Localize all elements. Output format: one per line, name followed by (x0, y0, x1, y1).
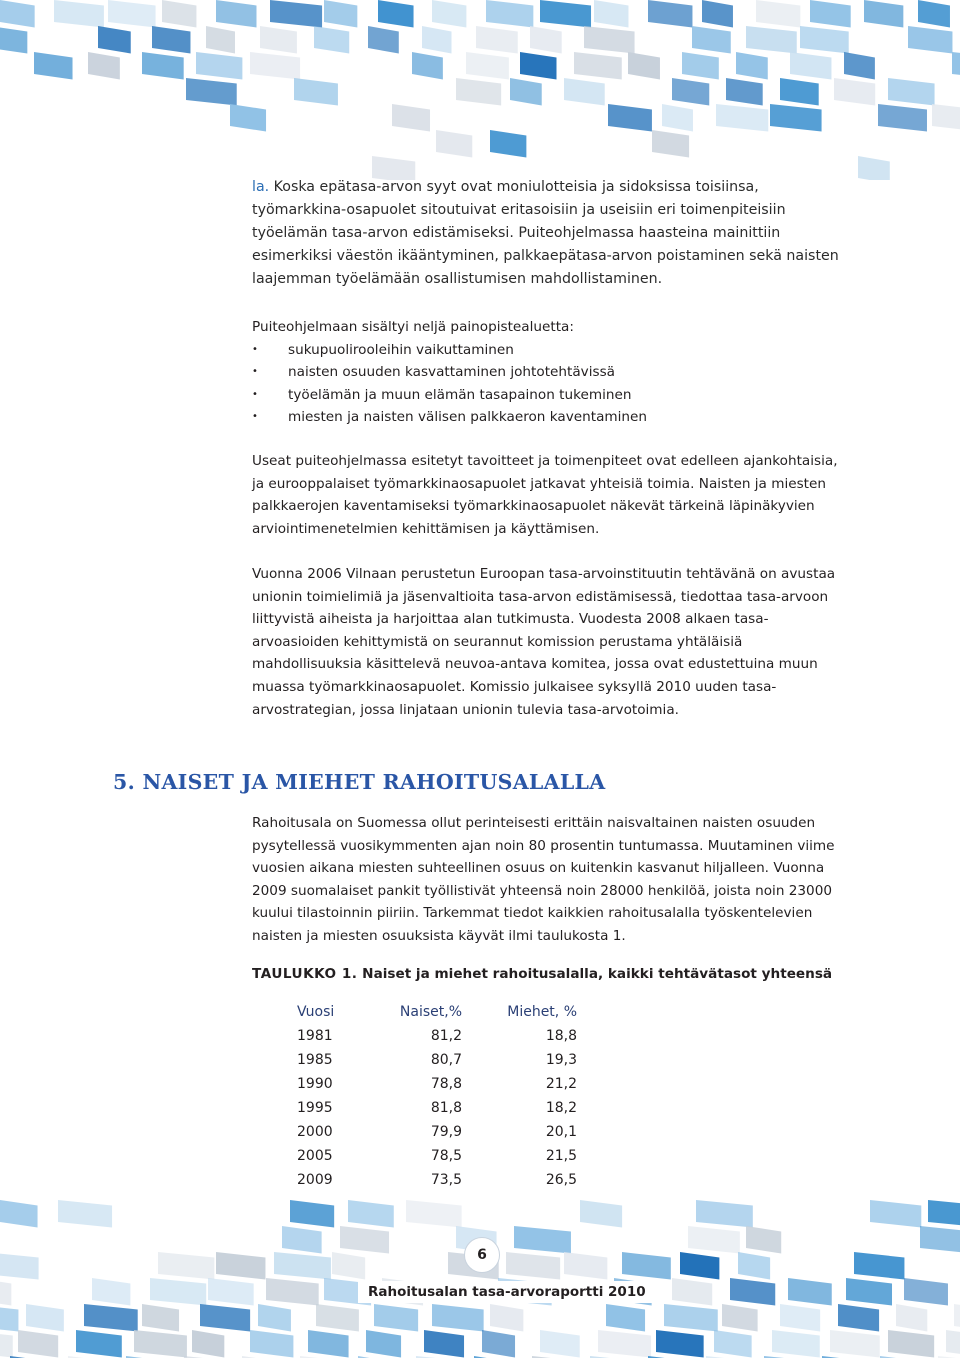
mosaic-tile (540, 0, 591, 28)
mosaic-tile (746, 1226, 781, 1254)
mosaic-tile (564, 1252, 607, 1280)
mosaic-tile (186, 78, 237, 106)
mosaic-tile (714, 1330, 752, 1358)
focus-list (252, 339, 842, 429)
mosaic-tile (76, 1330, 122, 1358)
mosaic-tile (374, 1304, 418, 1332)
mosaic-tile (406, 1200, 462, 1228)
mosaic-tile (506, 1252, 560, 1280)
mosaic-tile (490, 130, 526, 158)
cell-women: 73,5 (430, 1172, 462, 1188)
mosaic-tile (918, 0, 950, 28)
mosaic-tile (510, 78, 542, 106)
mosaic-tile (726, 78, 763, 106)
goals-paragraph: Useat puiteohjelmassa esitetyt tavoitteet ja toimenpiteet ovat edelleen ajankohtaisia, ja eurooppalaiset työmarkkinaosapuolet jatkavat yhteisiä toimia. Naisten ja miesten palkkaerojen kaventamiseksi työmarkkinaosapuolet näkevät tärkeinä läpinäkyvien arviointimenetelmien kehittämisen ja käyttämisen. (252, 453, 838, 537)
mosaic-tile (308, 1330, 349, 1358)
cell-year: 1985 (297, 1052, 333, 1068)
mosaic-tile (838, 1304, 879, 1332)
mosaic-tile (412, 52, 443, 80)
mosaic-tile (722, 1304, 758, 1332)
list-item: • sukupuolirooleihin vaikuttaminen (252, 339, 842, 362)
mosaic-tile (466, 52, 509, 80)
mosaic-tile (58, 1200, 112, 1228)
mosaic-tile (648, 0, 692, 28)
list-item: • työelämän ja muun elämän tasapainon tukeminen (252, 384, 842, 407)
mosaic-tile (952, 52, 960, 80)
focus-intro: Puiteohjelmaan sisältyi neljä painopistealuetta: (252, 319, 574, 335)
mosaic-tile (608, 104, 652, 132)
mosaic-tile (378, 0, 414, 28)
mosaic-tile (162, 0, 196, 28)
mosaic-tile (756, 0, 800, 28)
mosaic-tile (392, 104, 430, 132)
mosaic-tile (314, 26, 349, 54)
intro-lead: la. (252, 179, 270, 195)
mosaic-tile (290, 1200, 334, 1228)
mosaic-tile (340, 1226, 389, 1254)
mosaic-tile (134, 1330, 187, 1358)
table-row (287, 1048, 587, 1072)
table-caption-text: Naiset ja miehet rahoitusalalla, kaikki tehtävätasot yhteensä (357, 966, 833, 982)
cell-men: 20,1 (545, 1124, 577, 1140)
mosaic-tile (208, 1278, 254, 1306)
mosaic-tile (158, 1252, 214, 1280)
mosaic-tile (954, 1304, 960, 1332)
mosaic-tile (864, 0, 903, 28)
list-item: • naisten osuuden kasvattaminen johtotehtävissä (252, 361, 842, 384)
mosaic-tile (108, 0, 156, 28)
mosaic-tile (432, 1304, 484, 1332)
mosaic-tile (476, 26, 518, 54)
column-header-women: Naiset,% (399, 1004, 462, 1020)
table-row (287, 1144, 587, 1168)
cell-men: 18,2 (545, 1100, 577, 1116)
mosaic-tile (142, 1304, 179, 1332)
cell-year: 2000 (297, 1124, 333, 1140)
mosaic-tile (368, 26, 399, 54)
mosaic-tile (348, 1200, 394, 1228)
mosaic-tile (152, 26, 190, 54)
page-number: 6 (464, 1237, 500, 1273)
cell-women: 79,9 (430, 1124, 462, 1140)
mosaic-tile (772, 1330, 820, 1358)
mosaic-tile (696, 1200, 753, 1228)
mosaic-tile (564, 78, 605, 106)
mosaic-tile (88, 52, 120, 80)
table-caption (252, 966, 832, 982)
mosaic-tile (878, 104, 927, 132)
mosaic-tile (530, 26, 562, 54)
mosaic-bottom-graphic (0, 1200, 960, 1358)
table-row (287, 1072, 587, 1096)
cell-women: 81,8 (430, 1100, 462, 1116)
section-title: 5. NAISET JA MIEHET RAHOITUSALALLA (113, 770, 606, 794)
cell-women: 78,8 (430, 1076, 462, 1092)
mosaic-tile (324, 0, 357, 28)
cell-women: 80,7 (430, 1052, 462, 1068)
mosaic-tile (142, 52, 184, 80)
table-row (287, 1024, 587, 1048)
mosaic-tile (424, 1330, 464, 1358)
mosaic-tile (34, 52, 73, 80)
mosaic-tile (216, 0, 256, 28)
mosaic-tile (846, 1278, 892, 1306)
mosaic-tile (928, 1200, 960, 1228)
mosaic-tile (282, 1226, 322, 1254)
mosaic-tile (422, 26, 452, 54)
mosaic-tile (366, 1330, 401, 1358)
cell-year: 1995 (297, 1100, 333, 1116)
cell-men: 21,2 (545, 1076, 577, 1092)
cell-men: 26,5 (545, 1172, 577, 1188)
mosaic-tile (84, 1304, 138, 1332)
mosaic-tile (920, 1226, 960, 1254)
mosaic-tile (436, 130, 472, 158)
mosaic-tile (192, 1330, 224, 1358)
mosaic-tile (844, 52, 875, 80)
mosaic-tile (858, 156, 890, 180)
list-item: • miesten ja naisten välisen palkkaeron kaventaminen (252, 406, 842, 429)
mosaic-tile (656, 1330, 704, 1358)
mosaic-tile (606, 1304, 645, 1332)
mosaic-tile (854, 1252, 904, 1280)
table-row (287, 1096, 587, 1120)
mosaic-tile (746, 26, 797, 54)
cell-women: 81,2 (430, 1028, 462, 1044)
mosaic-tile (230, 104, 266, 132)
mosaic-tile (482, 1330, 515, 1358)
decorative-mosaic-top (0, 0, 960, 180)
mosaic-tile (258, 1304, 291, 1332)
mosaic-tile (250, 1330, 293, 1358)
mosaic-tile (260, 26, 297, 54)
mosaic-tile (810, 0, 851, 28)
mosaic-tile (834, 78, 875, 106)
mosaic-tile (688, 1226, 740, 1254)
mosaic-tile (270, 0, 322, 28)
mosaic-tile (266, 1278, 319, 1306)
mosaic-tile (580, 1200, 622, 1228)
mosaic-tile (294, 78, 338, 106)
mosaic-tile (584, 26, 635, 54)
mosaic-tile (0, 26, 27, 54)
decorative-mosaic-bottom (0, 1200, 960, 1358)
mosaic-tile (316, 1304, 359, 1332)
mosaic-tile (0, 1200, 38, 1228)
mosaic-tile (830, 1330, 880, 1358)
mosaic-tile (520, 52, 557, 80)
mosaic-tile (946, 1330, 960, 1358)
mosaic-tile (92, 1278, 130, 1306)
mosaic-tile (662, 104, 693, 132)
mosaic-tile (200, 1304, 250, 1332)
mosaic-tile (780, 78, 819, 106)
mosaic-tile (490, 1304, 523, 1332)
mosaic-tile (432, 0, 466, 28)
cell-year: 2005 (297, 1148, 333, 1164)
mosaic-tile (574, 52, 622, 80)
table-row (287, 1168, 587, 1192)
mosaic-tile (274, 1252, 331, 1280)
data-table (287, 1000, 587, 1192)
mosaic-tile (540, 1330, 580, 1358)
cell-women: 78,5 (430, 1148, 462, 1164)
mosaic-tile (932, 104, 960, 132)
table-header-row (287, 1000, 587, 1024)
cell-men: 18,8 (545, 1028, 577, 1044)
mosaic-tile (682, 52, 719, 80)
mosaic-tile (196, 52, 242, 80)
mosaic-tile (888, 1330, 934, 1358)
mosaic-tile (150, 1278, 206, 1306)
column-header-year: Vuosi (297, 1004, 335, 1020)
mosaic-tile (622, 1252, 671, 1280)
cell-men: 21,5 (545, 1148, 577, 1164)
mosaic-tile (904, 1278, 948, 1306)
mosaic-tile (26, 1304, 64, 1332)
table-caption-label: TAULUKKO 1. (252, 966, 358, 982)
mosaic-tile (738, 1252, 770, 1280)
mosaic-tile (702, 0, 733, 28)
mosaic-tile (800, 26, 849, 54)
mosaic-tile (486, 0, 533, 28)
mosaic-tile (736, 52, 768, 80)
mosaic-tile (18, 1330, 58, 1358)
mosaic-tile (770, 104, 822, 132)
cell-year: 1981 (297, 1028, 333, 1044)
mosaic-tile (888, 78, 935, 106)
mosaic-tile (908, 26, 952, 54)
mosaic-tile (206, 26, 235, 54)
table-row (287, 1120, 587, 1144)
mosaic-tile (216, 1252, 265, 1280)
intro-text: Koska epätasa-arvon syyt ovat moniulotteisia ja sidoksissa toisiinsa, työmarkkina-osapuolet sitoutuivat eritasoisiin ja useisiin eri toimenpiteisiin työelämän tasa-arvon edistämiseksi. Puiteohjelmassa haasteina mainittiin esimerkiksi väestön ikääntyminen, palkkaepätasa-arvon poistaminen sekä naisten laajemman työelämään osallistumisen mahdollistaminen. (252, 179, 839, 287)
mosaic-tile (692, 26, 731, 54)
mosaic-tile (780, 1304, 820, 1332)
report-title: Rahoitusalan tasa-arvoraportti 2010 (358, 1281, 656, 1303)
section-body: Rahoitusala on Suomessa ollut perinteisesti erittäin naisvaltainen naisten osuuden pysytellessä vuosikymmenten ajan noin 80 prosentin tuntumassa. Muutaminen viime vuosien aikana miesten suhteellinen osuus on kuitenkin kasvanut hiljalleen. Vuonna 2009 suomalaiset pankit työllistivät yhteensä noin 28000 henkilöä, joista noin 23000 kuului tilastoinnin piiriin. Tarkemmat tiedot kaikkien rahoitusalalla työskentelevien naisten ja miesten osuuksista käyvät ilmi taulukosta 1. (252, 815, 835, 944)
mosaic-tile (594, 0, 628, 28)
mosaic-tile (672, 78, 709, 106)
mosaic-tile (0, 1304, 18, 1332)
cell-year: 2009 (297, 1172, 333, 1188)
mosaic-tile (0, 1278, 11, 1306)
mosaic-tile (664, 1304, 718, 1332)
mosaic-tile (628, 52, 660, 80)
mosaic-tile (788, 1278, 832, 1306)
mosaic-tile (0, 1252, 39, 1280)
mosaic-tile (332, 1252, 365, 1280)
cell-year: 1990 (297, 1076, 333, 1092)
mosaic-tile (716, 104, 768, 132)
mosaic-tile (790, 52, 831, 80)
mosaic-tile (250, 52, 300, 80)
mosaic-top-graphic (0, 0, 960, 180)
mosaic-tile (98, 26, 131, 54)
column-header-men: Miehet, % (507, 1004, 577, 1020)
mosaic-tile (672, 1278, 712, 1306)
mosaic-tile (730, 1278, 775, 1306)
mosaic-tile (0, 0, 35, 28)
cell-men: 19,3 (545, 1052, 577, 1068)
mosaic-tile (598, 1330, 651, 1358)
mosaic-tile (514, 1226, 571, 1254)
intro-paragraph (252, 176, 852, 291)
institute-paragraph: Vuonna 2006 Vilnaan perustetun Euroopan tasa-arvoinstituutin tehtävänä on avustaa unionin toimielimiä ja jäsenvaltioita tasa-arvon edistämisessä, tiedottaa tasa-arvoon liittyvistä aiheista ja harjoittaa alan tutkimusta. Vuodesta 2008 alkaen tasa-arvoasioiden kehittymistä on seurannut komission perustama yhtäläisiä mahdollisuuksia käsittelevä neuvoa-antava komitea, jossa ovat edustettuina muun muassa työmarkkinaosapuolet. Komissio julkaisee syksyllä 2010 uuden tasa-arvostrategian, jossa linjataan unionin tulevia tasa-arvotoimia. (252, 566, 836, 718)
mosaic-tile (870, 1200, 921, 1228)
focus-areas (252, 316, 842, 429)
mosaic-tile (680, 1252, 719, 1280)
mosaic-tile (652, 130, 689, 158)
mosaic-tile (0, 1330, 13, 1358)
mosaic-tile (896, 1304, 927, 1332)
mosaic-tile (54, 0, 104, 28)
mosaic-tile (456, 78, 501, 106)
